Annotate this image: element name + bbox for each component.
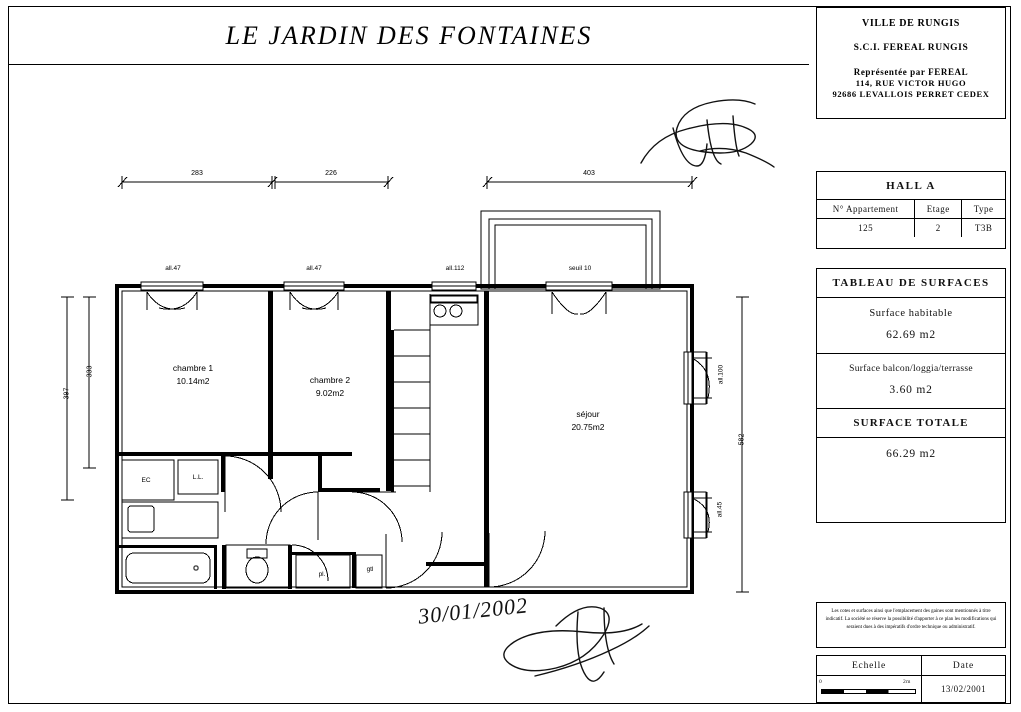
room-name-chambre-2: chambre 2 [309, 375, 351, 385]
header-apartment-number: N° Appartement [817, 200, 915, 219]
room-name-ec: EC [141, 477, 151, 484]
room-name-chambre-1: chambre 1 [172, 363, 214, 373]
room-name-gtl: gtl [366, 566, 374, 573]
scale-max-label: 2m [903, 679, 911, 685]
room-name-sejour: séjour [576, 409, 600, 419]
scale-bar [817, 679, 921, 699]
balcony-label: Surface balcon/loggia/terrasse [849, 364, 973, 374]
dimension-top-2: 226 [325, 170, 337, 177]
owner-company: S.C.I. FEREAL RUNGIS [853, 43, 969, 53]
scale-bar-wrap [817, 676, 921, 702]
opening-label-cuisine: all.112 [445, 265, 465, 272]
owner-representative: Représentée par FEREAL [853, 67, 969, 77]
scale-min-label: 0 [819, 679, 823, 685]
scale-cell [817, 656, 922, 702]
room-name-placard: pl. [318, 571, 326, 578]
header-type: Type [962, 200, 1005, 219]
value-floor: 2 [915, 219, 962, 238]
surfaces-title: TABLEAU DE SURFACES [817, 269, 1005, 298]
header-floor: Etage [915, 200, 962, 219]
dimension-top-3: 403 [583, 170, 595, 177]
value-type: T3B [974, 223, 993, 233]
opening-label-all100: all.100 [717, 364, 725, 385]
habitable-label: Surface habitable [869, 308, 953, 319]
balcony-surface-block [817, 354, 1005, 408]
owner-info-panel [816, 7, 1006, 119]
hall-info-panel [816, 171, 1006, 249]
room-area-chambre-2: 9.02m2 [315, 388, 345, 398]
total-surface-block [817, 438, 1005, 472]
dimension-right-582: 582 [738, 433, 746, 446]
habitable-value: 62.69 m2 [886, 329, 936, 341]
dimension-left-333: 333 [86, 365, 94, 378]
room-name-ll: L.L. [192, 474, 204, 481]
room-area-sejour: 20.75m2 [571, 422, 605, 432]
page-title: LE JARDIN DES FONTAINES [225, 20, 593, 50]
total-label: SURFACE TOTALE [817, 409, 1005, 438]
opening-label-seuil: seuil 10 [568, 265, 592, 272]
table-header-row [817, 200, 1005, 219]
apartment-table [817, 200, 1005, 237]
hall-title: HALL A [817, 172, 1005, 200]
owner-postal: 92686 LEVALLOIS PERRET CEDEX [832, 89, 990, 99]
scale-and-date-panel [816, 655, 1006, 703]
total-value: 66.29 m2 [886, 448, 936, 460]
owner-street: 114, RUE VICTOR HUGO [855, 78, 967, 88]
opening-label-chambre1: all.47 [165, 265, 181, 272]
scale-bar-graphic [821, 689, 916, 694]
room-area-chambre-1: 10.14m2 [176, 376, 210, 386]
value-apartment-number: 125 [817, 219, 915, 238]
date-label: Date [922, 656, 1005, 676]
dimension-left-397: 397 [63, 387, 71, 400]
table-row [817, 219, 1005, 238]
surfaces-panel [816, 268, 1006, 523]
owner-city: VILLE DE RUNGIS [862, 18, 960, 29]
handwritten-date: 30/01/2002 [416, 592, 530, 629]
opening-label-all45: all.45 [716, 501, 724, 518]
habitable-surface-block [817, 298, 1005, 353]
date-cell [922, 656, 1005, 702]
sheet-title-bar [9, 7, 809, 65]
legal-notice-text: Les cotes et surfaces ainsi que l'emplacement des gaines sont mentionnés à titre indicatif. La société se réserve la possibilité d'apporter à ce plan les modifications qui seraient dues à des impératifs d'ordre technique ou administratif. [825, 609, 997, 630]
scale-label: Echelle [817, 656, 921, 676]
balcony-value: 3.60 m2 [889, 384, 933, 396]
dimension-top-1: 283 [191, 170, 203, 177]
opening-label-chambre2: all.47 [306, 265, 322, 272]
date-value: 13/02/2001 [940, 684, 986, 694]
legal-notice-panel [816, 602, 1006, 648]
